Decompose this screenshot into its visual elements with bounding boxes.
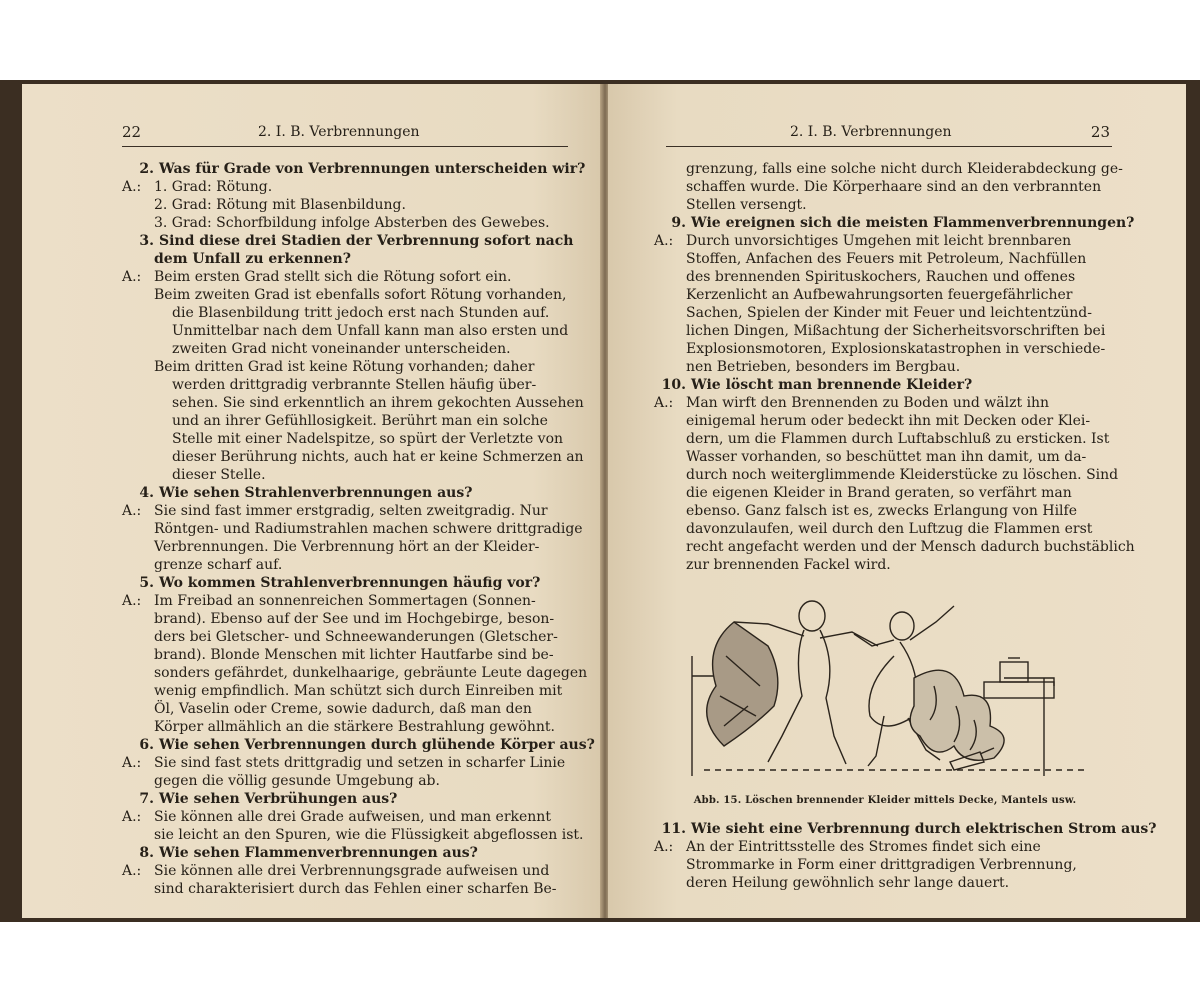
text-line: Körper allmählich an die stärkere Bestrahlung gewöhnt.: [154, 719, 555, 735]
answer-line: [654, 232, 1116, 250]
question-number: 11.: [661, 821, 686, 837]
text-line: sonders gefährdet, dunkelhaarige, gebräunte Leute dagegen: [154, 665, 588, 681]
running-head-title: 2. I. B. Verbrennungen: [258, 124, 420, 140]
question-line: [122, 160, 586, 178]
text-line: wenig empfindlich. Man schützt sich durch Einreiben mit: [154, 683, 563, 699]
text-line: brand). Blonde Menschen mit lichter Hautfarbe sind be-: [154, 647, 554, 663]
question-number: 4.: [139, 485, 154, 501]
text-line: recht angefacht werden und der Mensch dadurch buchstäblich: [686, 539, 1135, 555]
answer-text: An der Eintrittsstelle des Stromes findet sich eine: [686, 839, 1041, 855]
question-line: [654, 214, 1135, 232]
answer-label: A.:: [654, 839, 674, 855]
question-text: Wie ereignen sich die meisten Flammenverbrennungen?: [691, 215, 1135, 231]
text-line: Sachen, Spielen der Kinder mit Feuer und leichtentzünd-: [686, 305, 1092, 321]
text-line: werden drittgradig verbrannte Stellen häufig über-: [172, 377, 537, 393]
text-line: Stelle mit einer Nadelspitze, so spürt der Verletzte von: [172, 431, 564, 447]
question-text: Sind diese drei Stadien der Verbrennung sofort nach: [159, 233, 574, 249]
question-text: Wie löscht man brennende Kleider?: [691, 377, 973, 393]
question-text: Wie sehen Strahlenverbrennungen aus?: [159, 485, 473, 501]
text-line: des brennenden Spirituskochers, Rauchen und offenes: [686, 269, 1076, 285]
question-line: [122, 232, 574, 250]
answer-text: Sie können alle drei Grade aufweisen, und man erkennt: [154, 809, 551, 825]
running-head: [122, 122, 568, 147]
text-line: Stoffen, Anfachen des Feuers mit Petroleum, Nachfüllen: [686, 251, 1087, 267]
text-line: lichen Dingen, Mißachtung der Sicherheitsvorschriften bei: [686, 323, 1106, 339]
text-line: die eigenen Kleider in Brand geraten, so verfährt man: [686, 485, 1072, 501]
left-page-text: [122, 160, 595, 898]
question-number: 9.: [671, 215, 686, 231]
question-number: 2.: [139, 161, 154, 177]
text-line: brand). Ebenso auf der See und im Hochgebirge, beson-: [154, 611, 555, 627]
answer-text: Sie sind fast stets drittgradig und setzen in scharfer Linie: [154, 755, 566, 771]
left-page: [22, 84, 602, 918]
question-line: [122, 844, 570, 862]
page-number: 22: [122, 123, 142, 141]
answer-text: Sie sind fast immer erstgradig, selten zweitgradig. Nur: [154, 503, 548, 519]
answer-label: A.:: [122, 593, 142, 609]
text-line: grenze scharf auf.: [154, 557, 283, 573]
text-line: sind charakterisiert durch das Fehlen einer scharfen Be-: [154, 881, 557, 897]
text-line: Beim dritten Grad ist keine Rötung vorhanden; daher: [154, 359, 535, 375]
answer-line: [654, 394, 1116, 412]
text-line: dieser Berührung nichts, auch hat er keine Schmerzen an: [172, 449, 584, 465]
question-line: [122, 736, 595, 754]
answer-text: Im Freibad an sonnenreichen Sommertagen (Sonnen-: [154, 593, 536, 609]
question-text: Was für Grade von Verbrennungen unterscheiden wir?: [159, 161, 586, 177]
question-number: 7.: [139, 791, 154, 807]
answer-line: [122, 754, 570, 772]
question-text: Wie sehen Verbrennungen durch glühende Körper aus?: [159, 737, 595, 753]
answer-label: A.:: [122, 863, 142, 879]
question-number: 3.: [139, 233, 154, 249]
figure-illustration: [664, 586, 1104, 786]
answer-line: [122, 862, 570, 880]
answer-text: Sie können alle drei Verbrennungsgrade aufweisen und: [154, 863, 550, 879]
text-line: dern, um die Flammen durch Luftabschluß zu ersticken. Ist: [686, 431, 1110, 447]
text-line: davonzulaufen, weil durch den Luftzug die Flammen erst: [686, 521, 1093, 537]
question-number: 8.: [139, 845, 154, 861]
question-number: 10.: [661, 377, 686, 393]
text-line: schaffen wurde. Die Körperhaare sind an den verbrannten: [686, 179, 1102, 195]
text-line: nen Betrieben, besonders im Bergbau.: [686, 359, 961, 375]
text-line: Unmittelbar nach dem Unfall kann man also ersten und: [172, 323, 569, 339]
text-line: Beim zweiten Grad ist ebenfalls sofort Rötung vorhanden,: [154, 287, 567, 303]
answer-line: [122, 178, 570, 196]
right-page: [608, 84, 1186, 918]
answer-label: A.:: [122, 269, 142, 285]
open-book: [0, 80, 1200, 922]
question-line: [122, 574, 570, 592]
right-page-text: [654, 160, 1157, 892]
text-line: grenzung, falls eine solche nicht durch Kleiderabdeckung ge-: [686, 161, 1123, 177]
text-line: gegen die völlig gesunde Umgebung ab.: [154, 773, 440, 789]
text-line: und an ihrer Gefühllosigkeit. Berührt man ein solche: [172, 413, 548, 429]
text-line: Verbrennungen. Die Verbrennung hört an der Kleider-: [154, 539, 540, 555]
question-line: [122, 484, 570, 502]
running-head-title: 2. I. B. Verbrennungen: [790, 124, 952, 140]
text-line: einigemal herum oder bedeckt ihn mit Decken oder Klei-: [686, 413, 1091, 429]
text-line: sehen. Sie sind erkenntlich an ihrem gekochten Aussehen: [172, 395, 584, 411]
text-line: Stellen versengt.: [686, 197, 807, 213]
answer-line: [654, 838, 1116, 856]
answer-line: [122, 592, 570, 610]
answer-text: Man wirft den Brennenden zu Boden und wälzt ihn: [686, 395, 1050, 411]
text-line: Röntgen- und Radiumstrahlen machen schwere drittgradige: [154, 521, 583, 537]
question-number: 5.: [139, 575, 154, 591]
question-text: Wie sieht eine Verbrennung durch elektrischen Strom aus?: [691, 821, 1157, 837]
right-text-top: [654, 160, 1135, 574]
text-line: Öl, Vaselin oder Creme, sowie dadurch, daß man den: [154, 701, 532, 717]
answer-line: [122, 808, 570, 826]
answer-line: [122, 268, 570, 286]
question-line: [654, 376, 1116, 394]
text-line: 2. Grad: Rötung mit Blasenbildung.: [154, 197, 406, 213]
text-line: durch noch weiterglimmende Kleiderstücke zu löschen. Sind: [686, 467, 1119, 483]
text-line: 3. Grad: Schorfbildung infolge Absterben des Gewebes.: [154, 215, 550, 231]
text-line: Wasser vorhanden, so beschüttet man ihn damit, um da-: [686, 449, 1087, 465]
text-line: Strommarke in Form einer drittgradigen Verbrennung,: [686, 857, 1077, 873]
text-line: sie leicht an den Spuren, wie die Flüssigkeit abgeflossen ist.: [154, 827, 584, 843]
answer-label: A.:: [122, 809, 142, 825]
answer-text: Beim ersten Grad stellt sich die Rötung sofort ein.: [154, 269, 512, 285]
answer-text: 1. Grad: Rötung.: [154, 179, 273, 195]
question-continuation: dem Unfall zu erkennen?: [154, 251, 351, 267]
text-line: Explosionsmotoren, Explosionskatastrophen in verschiede-: [686, 341, 1106, 357]
answer-text: Durch unvorsichtiges Umgehen mit leicht brennbaren: [686, 233, 1072, 249]
question-text: Wo kommen Strahlenverbrennungen häufig vor?: [159, 575, 541, 591]
page-number: 23: [1090, 123, 1110, 141]
running-head: [666, 122, 1112, 147]
answer-label: A.:: [122, 503, 142, 519]
answer-label: A.:: [654, 233, 674, 249]
figure-caption: Abb. 15. Löschen brennender Kleider mittels Decke, Mantels usw.: [693, 795, 1077, 806]
text-line: zweiten Grad nicht voneinander unterscheiden.: [172, 341, 511, 357]
question-line: [122, 790, 570, 808]
question-text: Wie sehen Flammenverbrennungen aus?: [159, 845, 478, 861]
text-line: zur brennenden Fackel wird.: [686, 557, 891, 573]
text-line: ebenso. Ganz falsch ist es, zwecks Erlangung von Hilfe: [686, 503, 1077, 519]
right-text-bottom: [654, 820, 1157, 892]
question-text: Wie sehen Verbrühungen aus?: [159, 791, 398, 807]
answer-label: A.:: [122, 179, 142, 195]
question-line: [654, 820, 1157, 838]
answer-line: [122, 502, 570, 520]
question-number: 6.: [139, 737, 154, 753]
text-line: Kerzenlicht an Aufbewahrungsorten feuergefährlicher: [686, 287, 1073, 303]
extinguishing-illustration: [664, 586, 1104, 786]
text-line: dieser Stelle.: [172, 467, 266, 483]
text-line: ders bei Gletscher- und Schneewanderungen (Gletscher-: [154, 629, 558, 645]
answer-label: A.:: [122, 755, 142, 771]
text-line: die Blasenbildung tritt jedoch erst nach Stunden auf.: [172, 305, 550, 321]
text-line: deren Heilung gewöhnlich sehr lange dauert.: [686, 875, 1010, 891]
answer-label: A.:: [654, 395, 674, 411]
